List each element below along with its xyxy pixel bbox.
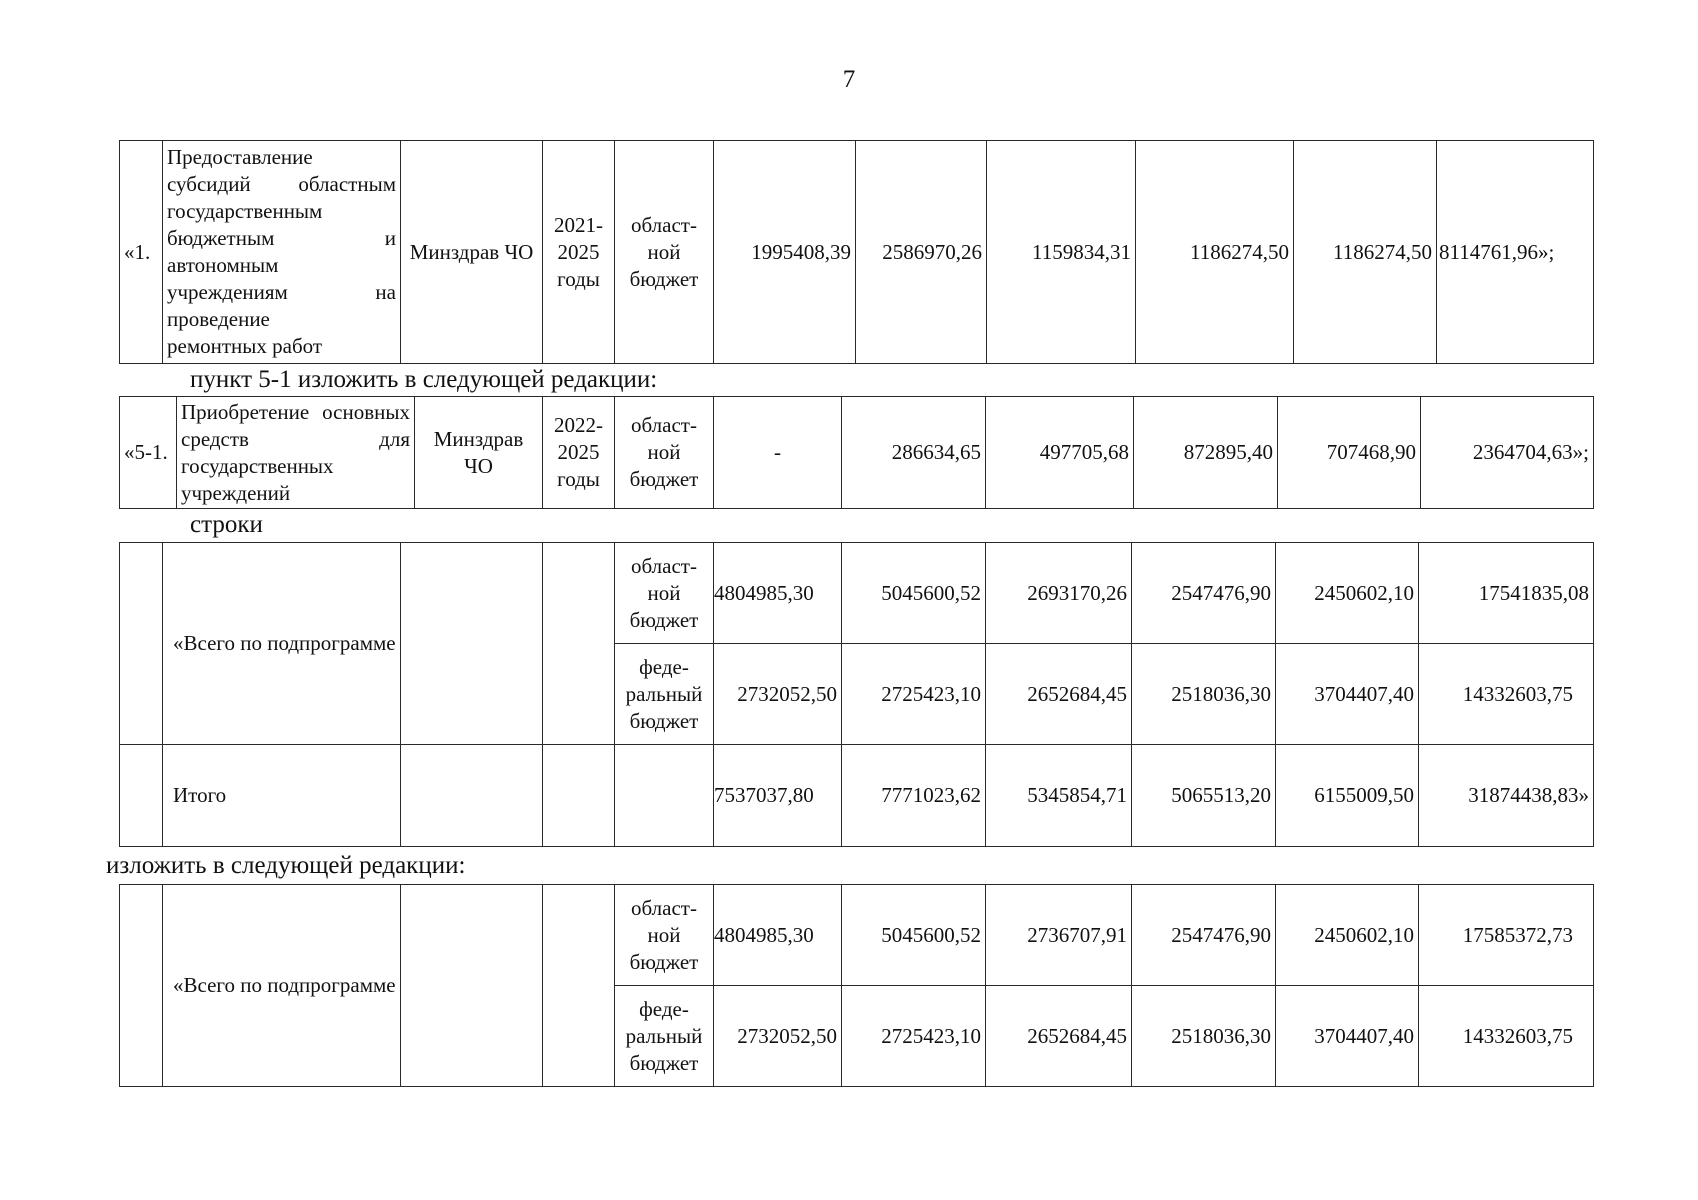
value-cell: -: [714, 397, 842, 509]
old-totals-table: [119, 542, 1594, 847]
value-cell: 1159834,31: [987, 141, 1136, 364]
value-cell: 1995408,39: [714, 141, 856, 364]
caption-new-edition: изложить в следующей редакции:: [106, 852, 466, 879]
executor: Минздрав ЧО: [401, 141, 543, 364]
value-cell: 4804985,30: [714, 543, 842, 644]
caption-rows: строки: [190, 511, 263, 538]
value-cell: 5065513,20: [1132, 745, 1276, 847]
empty-cell: [120, 885, 163, 1087]
value-cell: 497705,68: [986, 397, 1134, 509]
empty-cell: [401, 745, 543, 847]
value-cell: 2586970,26: [856, 141, 987, 364]
value-cell: 2450602,10: [1276, 885, 1419, 986]
new-totals-table: [119, 884, 1594, 1087]
item-name-line: автономным: [167, 253, 279, 277]
value-cell: 2732052,50: [714, 986, 842, 1087]
funding-source: област-ной бюджет: [615, 885, 714, 986]
item-name-line: проведение: [167, 307, 270, 331]
value-cell: 2652684,45: [986, 986, 1132, 1087]
value-cell: 2725423,10: [842, 986, 986, 1087]
item-name: Приобретение основных средств для государственных учреждений: [177, 397, 415, 509]
value-cell: 2547476,90: [1132, 885, 1276, 986]
item-name-line: ремонтных работ: [167, 334, 323, 358]
value-cell: 3704407,40: [1276, 986, 1419, 1087]
value-cell: 14332603,75: [1419, 644, 1594, 745]
empty-cell: [615, 745, 714, 847]
item-number: «5-1.: [120, 397, 177, 509]
value-cell: 2364704,63»;: [1421, 397, 1594, 509]
item-1-table: [119, 140, 1594, 364]
caption-item-5-1: пункт 5-1 изложить в следующей редакции:: [190, 366, 658, 393]
value-cell: 6155009,50: [1276, 745, 1419, 847]
subprogram-total-label: «Всего по подпрограмме: [163, 543, 401, 745]
subprogram-total-label: «Всего по подпрограмме: [163, 885, 401, 1087]
value-cell: 2547476,90: [1132, 543, 1276, 644]
executor: Минздрав ЧО: [415, 397, 543, 509]
value-cell: 2736707,91: [986, 885, 1132, 986]
item-name-line: учреждениям на: [167, 280, 396, 304]
empty-cell: [401, 885, 543, 1087]
item-number: «1.: [120, 141, 163, 364]
value-cell: 2518036,30: [1132, 644, 1276, 745]
value-cell: 2732052,50: [714, 644, 842, 745]
item-name: [163, 141, 401, 364]
funding-source: област-ной бюджет: [615, 543, 714, 644]
item-name-line: Предоставление: [167, 145, 313, 169]
value-cell: 872895,40: [1134, 397, 1278, 509]
item-name-line: бюджетным и: [167, 226, 396, 250]
value-cell: 7771023,62: [842, 745, 986, 847]
value-cell: 286634,65: [842, 397, 986, 509]
value-cell: 8114761,96»;: [1437, 141, 1594, 364]
value-cell: 17541835,08: [1419, 543, 1594, 644]
value-cell: 1186274,50: [1294, 141, 1437, 364]
empty-cell: [401, 543, 543, 745]
empty-cell: [543, 885, 615, 1087]
value-cell: 4804985,30: [714, 885, 842, 986]
value-cell: 31874438,83»: [1419, 745, 1594, 847]
item-name-line: субсидий областным: [167, 172, 396, 196]
value-cell: 2725423,10: [842, 644, 986, 745]
value-cell: 2450602,10: [1276, 543, 1419, 644]
value-cell: 14332603,75: [1419, 986, 1594, 1087]
value-cell: 17585372,73: [1419, 885, 1594, 986]
value-cell: 2518036,30: [1132, 986, 1276, 1087]
empty-cell: [120, 745, 163, 847]
total-label: Итого: [163, 745, 401, 847]
value-cell: 3704407,40: [1276, 644, 1419, 745]
empty-cell: [120, 543, 163, 745]
item-5-1-table: [119, 396, 1594, 509]
value-cell: 5045600,52: [842, 543, 986, 644]
empty-cell: [543, 745, 615, 847]
period: 2021-2025 годы: [543, 141, 615, 364]
funding-source: област-ной бюджет: [615, 397, 714, 509]
item-name-line: государственным: [167, 199, 323, 223]
page-number: 7: [842, 66, 856, 93]
value-cell: 707468,90: [1278, 397, 1421, 509]
value-cell: 5345854,71: [986, 745, 1132, 847]
funding-source: феде-ральный бюджет: [615, 644, 714, 745]
period: 2022-2025 годы: [543, 397, 615, 509]
empty-cell: [543, 543, 615, 745]
value-cell: 1186274,50: [1136, 141, 1294, 364]
value-cell: 7537037,80: [714, 745, 842, 847]
value-cell: 5045600,52: [842, 885, 986, 986]
value-cell: 2693170,26: [986, 543, 1132, 644]
funding-source: област-ной бюджет: [615, 141, 714, 364]
value-cell: 2652684,45: [986, 644, 1132, 745]
funding-source: феде-ральный бюджет: [615, 986, 714, 1087]
